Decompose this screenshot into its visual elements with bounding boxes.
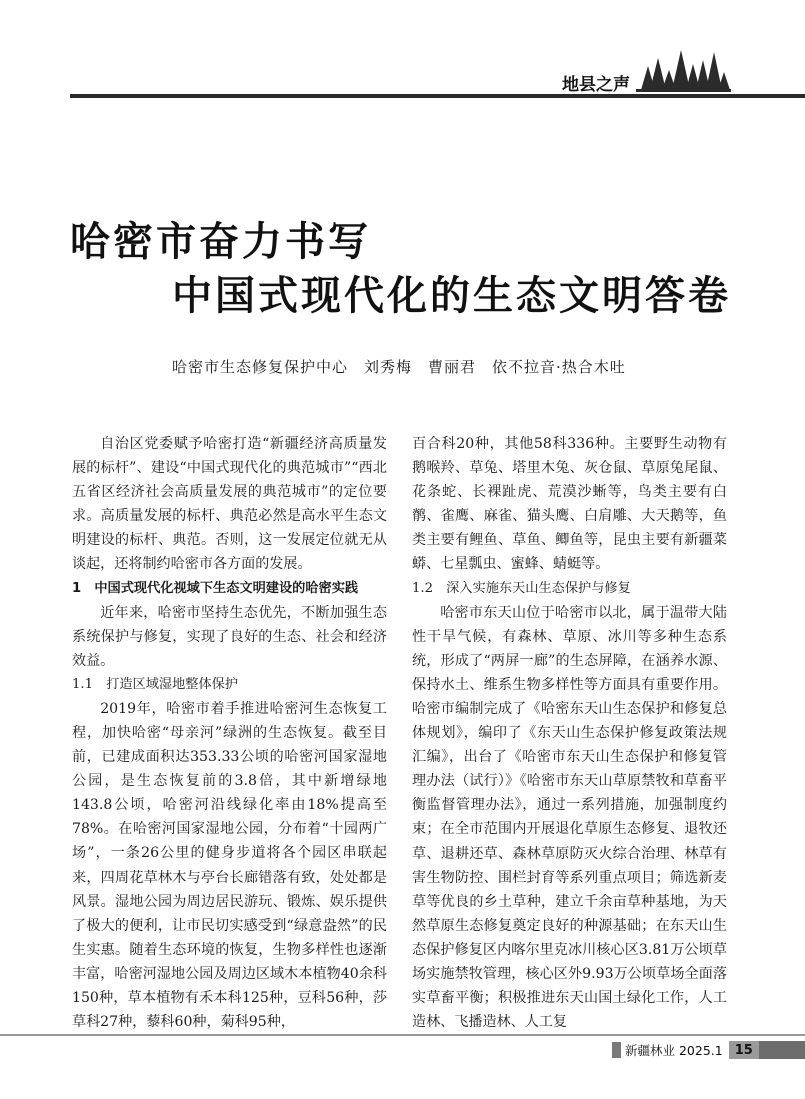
footer-tail-bar [759, 1041, 805, 1059]
footer-bar [612, 1040, 805, 1060]
subsection-heading: 1.1 打造区域湿地整体保护 [72, 676, 239, 692]
paragraph: 2019年，哈密市着手推进哈密河生态恢复工程，加快哈密“母亲河”绿洲的生态恢复。截至目前，已建成面积达353.33公顷的哈密河国家湿地公园，是生态恢复前的3.8倍，其中新增绿地143.8公顷，哈密河沿线绿化率由18%提高至78%。在哈密河国家湿地公园，分布着“十园两广场”，一条26公里的健身步道将各个园区串联起来，四周花草林木与亭台长廊错落有致，处处都是风景。湿地公园为周边居民游玩、锻炼、娱乐提供了极大的便利，让市民切实感受到“绿意盎然”的民生实惠。随着生态环境的恢复，生物多样性也逐渐丰富，哈密河湿地公园及周边区域木本植物40余科150种，草本植物有禾本科125种，豆科56种，莎草科27种，藜科60种，菊科95种， [72, 700, 387, 1031]
article-authors: 哈密市生态修复保护中心 刘秀梅 曹丽君 依不拉音·热合木吐 [172, 358, 626, 376]
article-title-line-1: 哈密市奋力书写 [70, 219, 371, 265]
section-label: 地县之声 [562, 75, 630, 95]
paragraph: 百合科20种，其他58科336种。主要野生动物有鹅喉羚、草兔、塔里木兔、灰仓鼠、草原兔尾鼠、花条蛇、长裸趾虎、荒漠沙蜥等，鸟类主要有白鹡、雀鹰、麻雀、猫头鹰、白肩雕、大天鹅等，鱼类主要有鲤鱼、草鱼、鲫鱼等，昆虫主要有新疆菜蟒、七星瓢虫、蜜蜂、蜻蜓等。 [412, 436, 727, 573]
footer-marker [612, 1042, 621, 1058]
body-column-right [412, 432, 727, 1034]
paragraph: 自治区党委赋予哈密打造“新疆经济高质量发展的标杆”、建设“中国式现代化的典范城市”“西北五省区经济社会高质量发展的典范城市”的定位要求。高质量发展的标杆、典范必然是高水平生态文明建设的标杆、典范。否则，这一发展定位就无从谈起，还将制约哈密市各方面的发展。 [72, 436, 387, 573]
page-number: 15 [729, 1041, 759, 1059]
section-heading: 1 中国式现代化视域下生态文明建设的哈密实践 [72, 580, 359, 596]
subsection-heading: 1.2 深入实施东天山生态保护与修复 [412, 580, 631, 596]
header-rule [70, 94, 805, 98]
paragraph: 近年来，哈密市坚持生态优先，不断加强生态系统保护与修复，实现了良好的生态、社会和经济效益。 [72, 604, 387, 669]
tree-row-icon [636, 44, 731, 94]
footer-journal: 新疆林业 2025.1 [625, 1043, 723, 1058]
paragraph: 哈密市东天山位于哈密市以北，属于温带大陆性干旱气候，有森林、草原、冰川等多种生态系统，形成了“两屏一廊”的生态屏障，在涵养水源、保持水土、维系生物多样性等方面具有重要作用。哈密市编制完成了《哈密东天山生态保护和修复总体规划》，编印了《东天山生态保护修复政策法规汇编》，出台了《哈密市东天山生态保护和修复管理办法（试行）》《哈密市东天山草原禁牧和草畜平衡监督管理办法》，通过一系列措施，加强制度约束；在全市范围内开展退化草原生态修复、退牧还草、退耕还草、森林草原防灭火综合治理、林草有害生物防控、围栏封育等系列重点项目；筛选新麦草等优良的乡土草种，建立千余亩草种基地，为天然草原生态修复奠定良好的种源基础；在东天山生态保护修复区内喀尔里克冰川核心区3.81万公顷草场实施禁牧管理，核心区外9.93万公顷草场全面落实草畜平衡；积极推进东天山国土绿化工作，人工造林、飞播造林、人工复 [412, 604, 727, 1031]
body-column-left [72, 432, 387, 1034]
article-title-line-2: 中国式现代化的生态文明答卷 [172, 273, 731, 319]
footer-rule [0, 1034, 805, 1036]
